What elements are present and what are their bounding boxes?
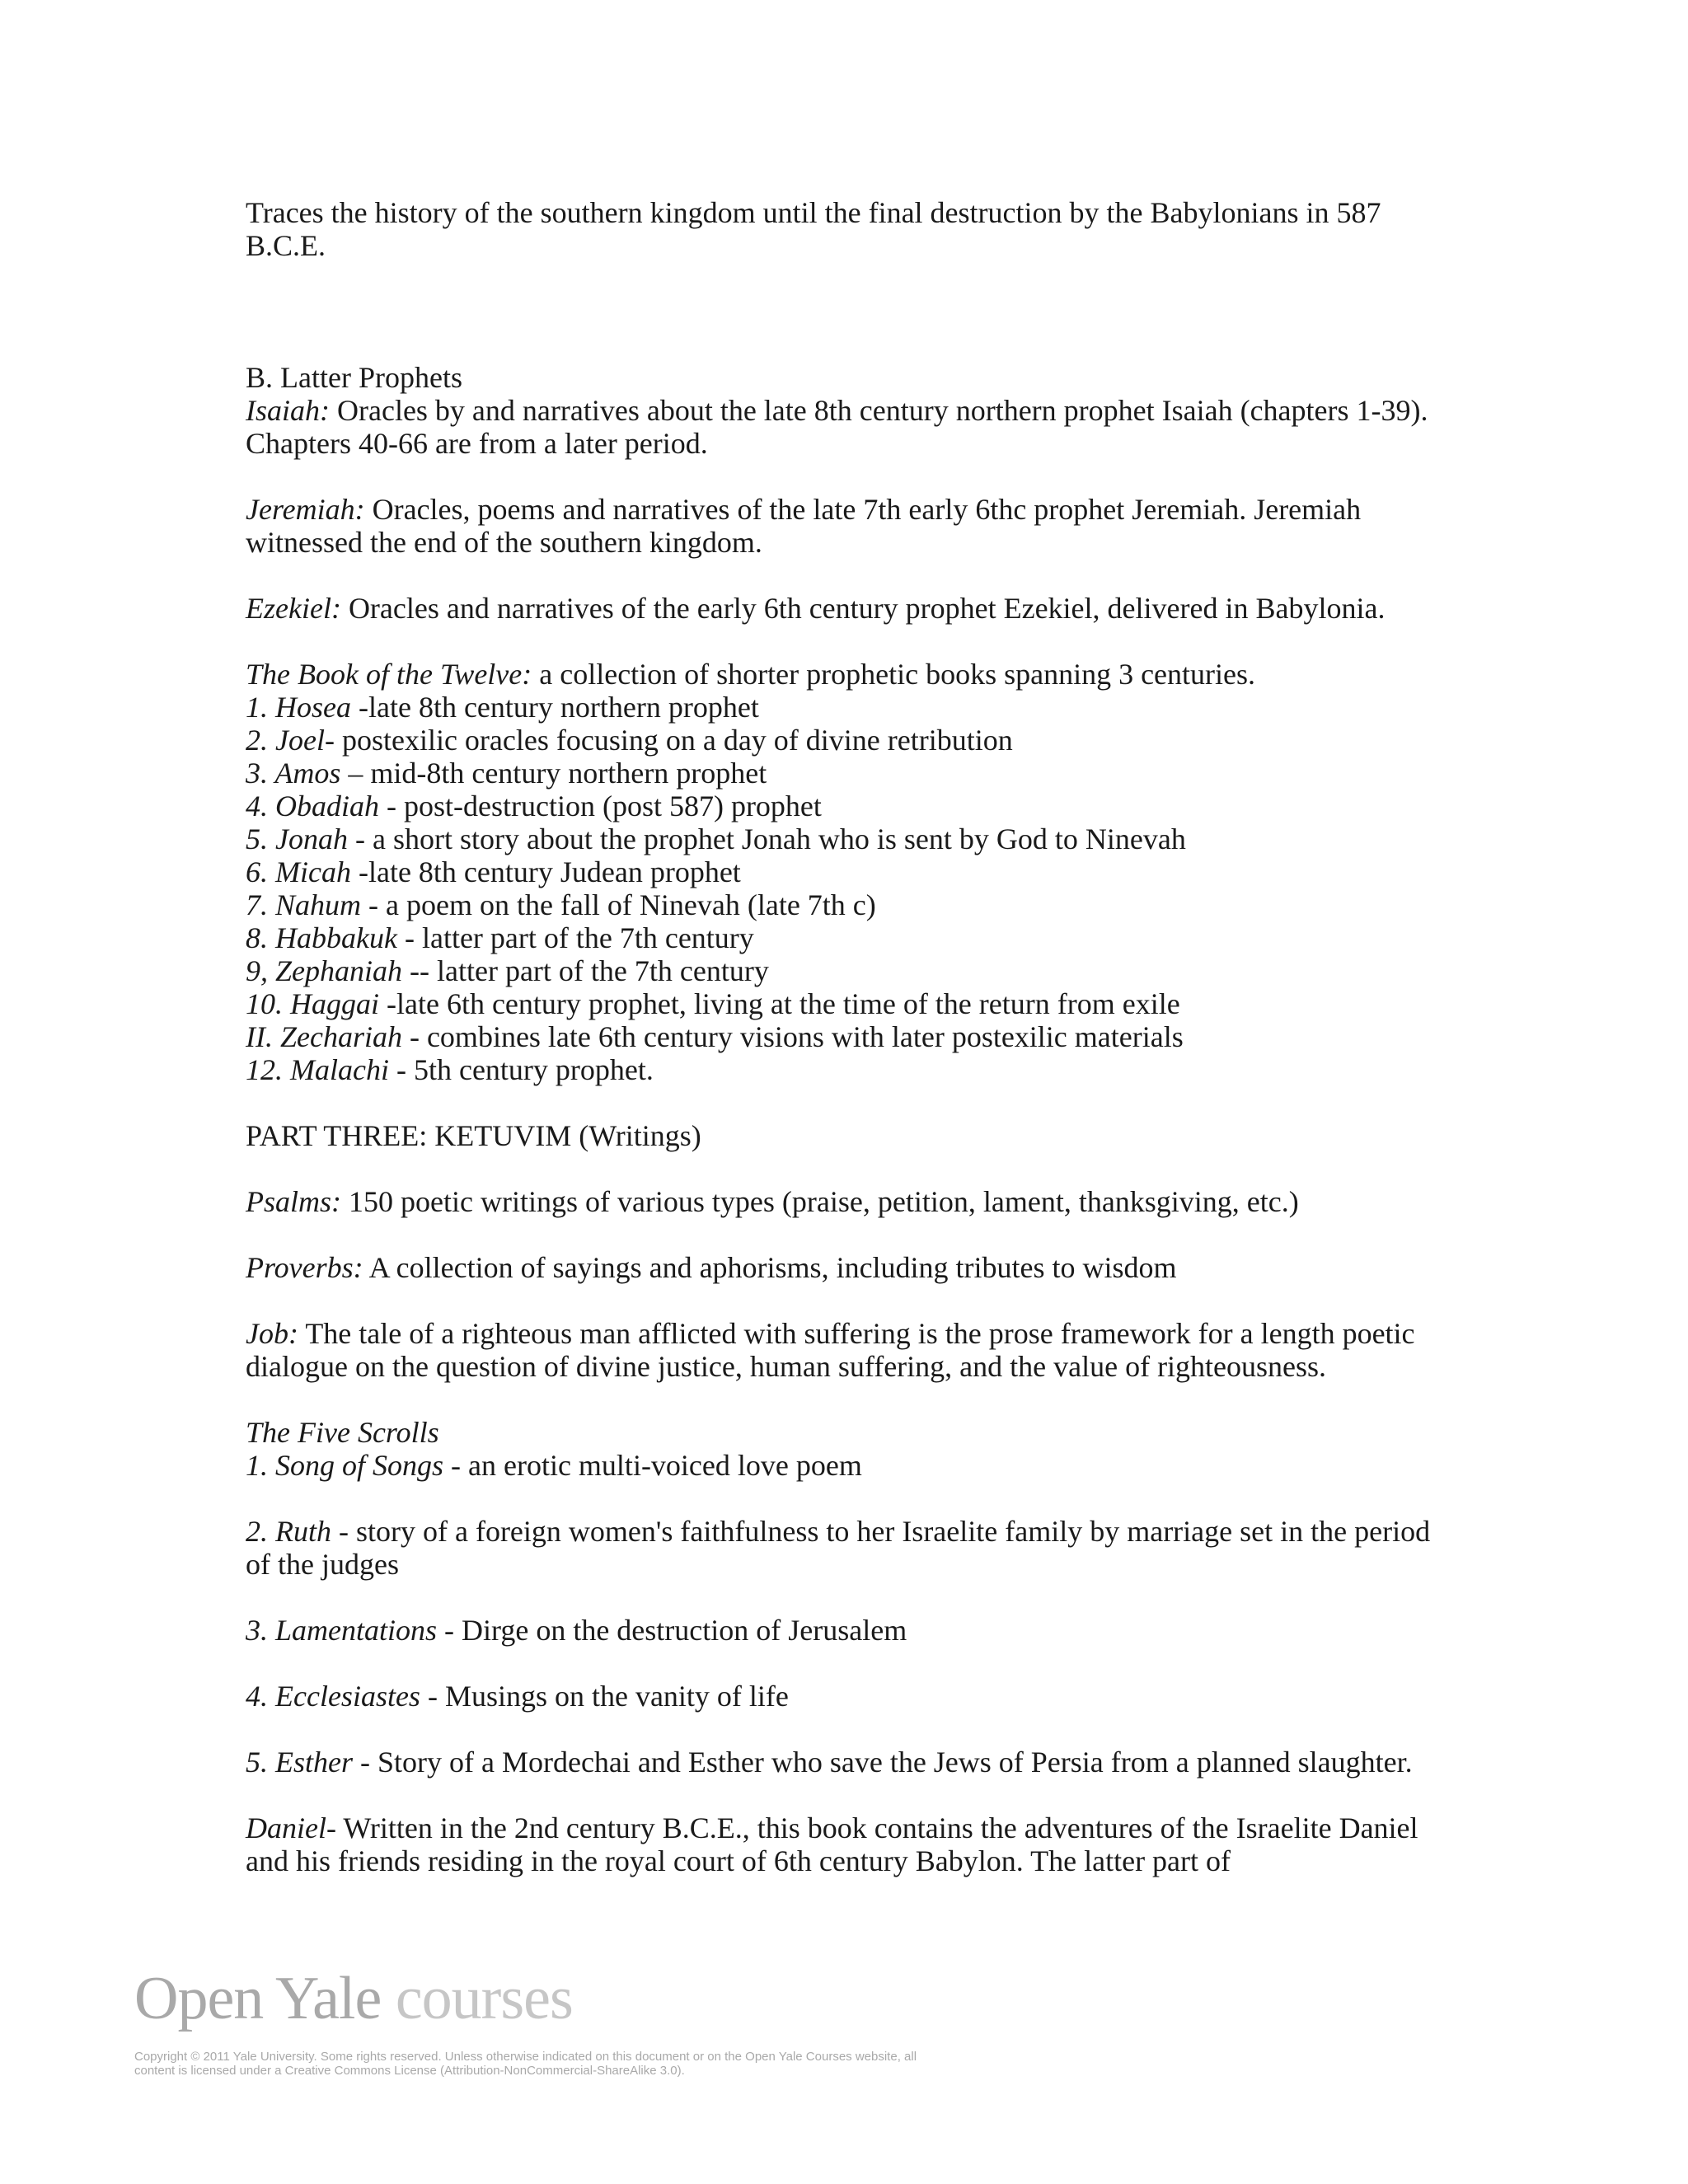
twelve-list-item xyxy=(246,757,1449,790)
book-description: - postexilic oracles focusing on a day of divine retribution xyxy=(324,724,1013,757)
kings-paragraph: Traces the history of the southern kingdom until the final destruction by the Babylonians in 587 B.C.E. xyxy=(246,196,1381,262)
twelve-list-item xyxy=(246,691,1449,724)
ezekiel-text: Oracles and narratives of the early 6th century prophet Ezekiel, delivered in Babylonia. xyxy=(340,592,1386,625)
scroll-list-item xyxy=(246,1614,1449,1647)
scroll-name: 4. Ecclesiastes xyxy=(246,1680,420,1713)
scroll-name: 3. Lamentations xyxy=(246,1614,438,1647)
scroll-list-item xyxy=(246,1515,1449,1581)
ezekiel-title: Ezekiel: xyxy=(246,592,341,625)
spacer xyxy=(246,460,1449,493)
job-paragraph xyxy=(246,1317,1449,1383)
spacer xyxy=(246,1152,1449,1185)
isaiah-title: Isaiah: xyxy=(246,394,330,427)
book-name: 7. Nahum xyxy=(246,888,362,921)
spacer xyxy=(246,625,1449,658)
copyright-notice: Copyright © 2011 Yale University. Some rights reserved. Unless otherwise indicated on this document or on the Open Yale Courses website, all content is licensed under a Creative Commons License (Attribution-NonCommercial-ShareAlike 3.0). xyxy=(134,2050,917,2078)
book-description: -late 8th century northern prophet xyxy=(351,691,759,724)
twelve-list-item xyxy=(246,1020,1449,1053)
job-text: The tale of a righteous man afflicted with suffering is the prose framework for a length poetic dialogue on the question of divine justice, human suffering, and the value of righteousness. xyxy=(246,1317,1415,1383)
scroll-description: - an erotic multi-voiced love poem xyxy=(443,1449,862,1482)
spacer xyxy=(246,559,1449,592)
spacer xyxy=(246,262,1449,361)
book-description: - combines late 6th century visions with later postexilic materials xyxy=(401,1020,1184,1053)
book-description: - 5th century prophet. xyxy=(388,1053,654,1086)
scroll-list-item xyxy=(246,1449,1449,1482)
twelve-list-item xyxy=(246,888,1449,921)
proverbs-paragraph xyxy=(246,1251,1449,1284)
isaiah-paragraph xyxy=(246,394,1449,460)
psalms-title: Psalms: xyxy=(246,1185,341,1218)
spacer xyxy=(246,1086,1449,1119)
spacer xyxy=(246,1581,1449,1614)
latter-prophets-heading: B. Latter Prophets xyxy=(246,361,462,394)
twelve-list-item xyxy=(246,987,1449,1020)
ketuvim-heading: PART THREE: KETUVIM (Writings) xyxy=(246,1119,701,1152)
book-description: – mid-8th century northern prophet xyxy=(340,757,767,790)
book-name: 3. Amos xyxy=(246,757,341,790)
book-description: -late 8th century Judean prophet xyxy=(350,855,741,888)
spacer xyxy=(246,1383,1449,1416)
book-description: -- latter part of the 7th century xyxy=(402,954,769,987)
spacer xyxy=(246,1713,1449,1746)
footer xyxy=(134,1966,1371,2078)
twelve-text: a collection of shorter prophetic books spanning 3 centuries. xyxy=(532,658,1256,691)
book-description: - latter part of the 7th century xyxy=(396,921,754,954)
spacer xyxy=(246,1482,1449,1515)
book-description: - post-destruction (post 587) prophet xyxy=(379,790,822,823)
book-name: 5. Jonah xyxy=(246,823,348,855)
scroll-name: 5. Esther xyxy=(246,1746,353,1779)
five-scrolls-heading: The Five Scrolls xyxy=(246,1416,439,1449)
book-description: -late 6th century prophet, living at the time of the return from exile xyxy=(379,987,1180,1020)
job-title: Job: xyxy=(246,1317,298,1350)
psalms-text: 150 poetic writings of various types (praise, petition, lament, thanksgiving, etc.) xyxy=(341,1185,1299,1218)
logo-sub: courses xyxy=(381,1965,573,2032)
twelve-list-item xyxy=(246,724,1449,757)
book-description: - a short story about the prophet Jonah who is sent by God to Ninevah xyxy=(347,823,1186,855)
scroll-description: - Story of a Mordechai and Esther who save the Jews of Persia from a planned slaughter. xyxy=(353,1746,1413,1779)
ezekiel-paragraph xyxy=(246,592,1449,625)
scrolls-list xyxy=(246,1449,1449,1811)
psalms-paragraph xyxy=(246,1185,1449,1218)
twelve-list xyxy=(246,691,1449,1086)
scroll-name: 2. Ruth xyxy=(246,1515,331,1548)
spacer xyxy=(246,1218,1449,1251)
jeremiah-paragraph xyxy=(246,493,1449,559)
book-name: 9, Zephaniah xyxy=(246,954,403,987)
twelve-list-item xyxy=(246,954,1449,987)
scroll-list-item xyxy=(246,1680,1449,1713)
spacer xyxy=(246,1647,1449,1680)
book-name: 2. Joel xyxy=(246,724,325,757)
isaiah-text: Oracles by and narratives about the late 8th century northern prophet Isaiah (chapters 1-39). Chapters 40-66 are from a later period. xyxy=(246,394,1428,460)
scroll-description: - story of a foreign women's faithfulness to her Israelite family by marriage set in the period of the judges xyxy=(246,1515,1431,1581)
book-name: 1. Hosea xyxy=(246,691,351,724)
logo-main: Open Yale xyxy=(134,1965,382,2032)
daniel-title: Daniel xyxy=(246,1811,326,1844)
book-name: 12. Malachi xyxy=(246,1053,389,1086)
book-name: 6. Micah xyxy=(246,855,351,888)
book-description: - a poem on the fall of Ninevah (late 7th c) xyxy=(361,888,876,921)
scroll-name: 1. Song of Songs xyxy=(246,1449,444,1482)
scroll-description: - Musings on the vanity of life xyxy=(420,1680,789,1713)
proverbs-text: A collection of sayings and aphorisms, including tributes to wisdom xyxy=(363,1251,1177,1284)
twelve-list-item xyxy=(246,823,1449,855)
twelve-list-item xyxy=(246,1053,1449,1086)
twelve-list-item xyxy=(246,921,1449,954)
daniel-paragraph xyxy=(246,1811,1449,1877)
book-name: 4. Obadiah xyxy=(246,790,379,823)
twelve-list-item xyxy=(246,855,1449,888)
spacer xyxy=(246,1779,1449,1811)
book-name: II. Zechariah xyxy=(246,1020,402,1053)
scroll-description: - Dirge on the destruction of Jerusalem xyxy=(437,1614,907,1647)
daniel-text: - Written in the 2nd century B.C.E., this book contains the adventures of the Israelite Daniel and his friends residing in the royal court of 6th century Babylon. The latter part of xyxy=(246,1811,1418,1877)
jeremiah-text: Oracles, poems and narratives of the late 7th early 6thc prophet Jeremiah. Jeremiah witnessed the end of the southern kingdom. xyxy=(246,493,1362,559)
book-name: 8. Habbakuk xyxy=(246,921,397,954)
proverbs-title: Proverbs: xyxy=(246,1251,363,1284)
document-body xyxy=(246,196,1449,1877)
open-yale-courses-logo xyxy=(134,1966,1371,2032)
twelve-title: The Book of the Twelve: xyxy=(246,658,532,691)
twelve-list-item xyxy=(246,790,1449,823)
spacer xyxy=(246,1284,1449,1317)
twelve-paragraph xyxy=(246,658,1449,691)
scroll-list-item xyxy=(246,1746,1449,1779)
book-name: 10. Haggai xyxy=(246,987,379,1020)
jeremiah-title: Jeremiah: xyxy=(246,493,365,526)
